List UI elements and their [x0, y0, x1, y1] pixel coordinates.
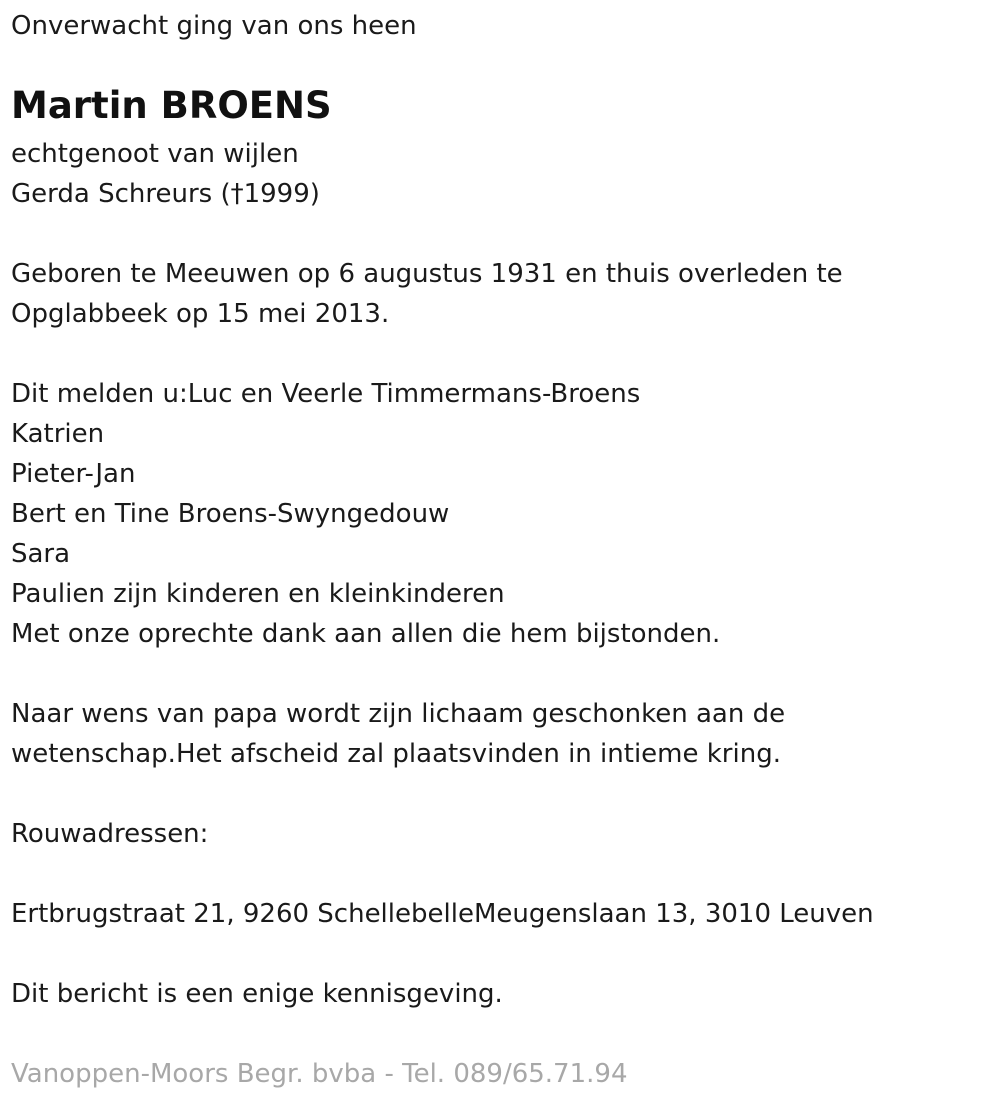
intro-text: Onverwacht ging van ons heen [11, 11, 417, 41]
wish-block [11, 694, 785, 774]
birth-death-line: Geboren te Meeuwen op 6 augustus 1931 en thuis overleden te [11, 259, 843, 289]
family-line: Pieter-Jan [11, 459, 136, 489]
closing-block [11, 974, 503, 1014]
family-line: Paulien zijn kinderen en kleinkinderen [11, 579, 505, 609]
wish-line: Naar wens van papa wordt zijn lichaam geschonken aan de [11, 699, 786, 729]
family-line: Bert en Tine Broens-Swyngedouw [11, 499, 450, 529]
funeral-home-footer: Vanoppen-Moors Begr. bvba - Tel. 089/65.71.94 [11, 1059, 628, 1089]
wish-line: wetenschap.Het afscheid zal plaatsvinden in intieme kring. [11, 739, 781, 769]
spouse-line: echtgenoot van wijlen [11, 139, 299, 169]
addresses-label: Rouwadressen: [11, 819, 209, 849]
addresses-block [11, 894, 874, 934]
family-line: Sara [11, 539, 71, 569]
addresses-label-block [11, 814, 208, 854]
spouse-block [11, 134, 320, 214]
family-block [11, 374, 720, 654]
family-line: Dit melden u:Luc en Veerle Timmermans-Broens [11, 379, 641, 409]
birth-death-block [11, 254, 843, 334]
family-line: Katrien [11, 419, 105, 449]
addresses-text: Ertbrugstraat 21, 9260 SchellebelleMeugenslaan 13, 3010 Leuven [11, 899, 874, 929]
closing-text: Dit bericht is een enige kennisgeving. [11, 979, 503, 1009]
birth-death-line: Opglabbeek op 15 mei 2013. [11, 299, 390, 329]
deceased-name: Martin BROENS [11, 84, 332, 127]
thanks-line: Met onze oprechte dank aan allen die hem bijstonden. [11, 619, 721, 649]
spouse-line: Gerda Schreurs (†1999) [11, 179, 320, 209]
